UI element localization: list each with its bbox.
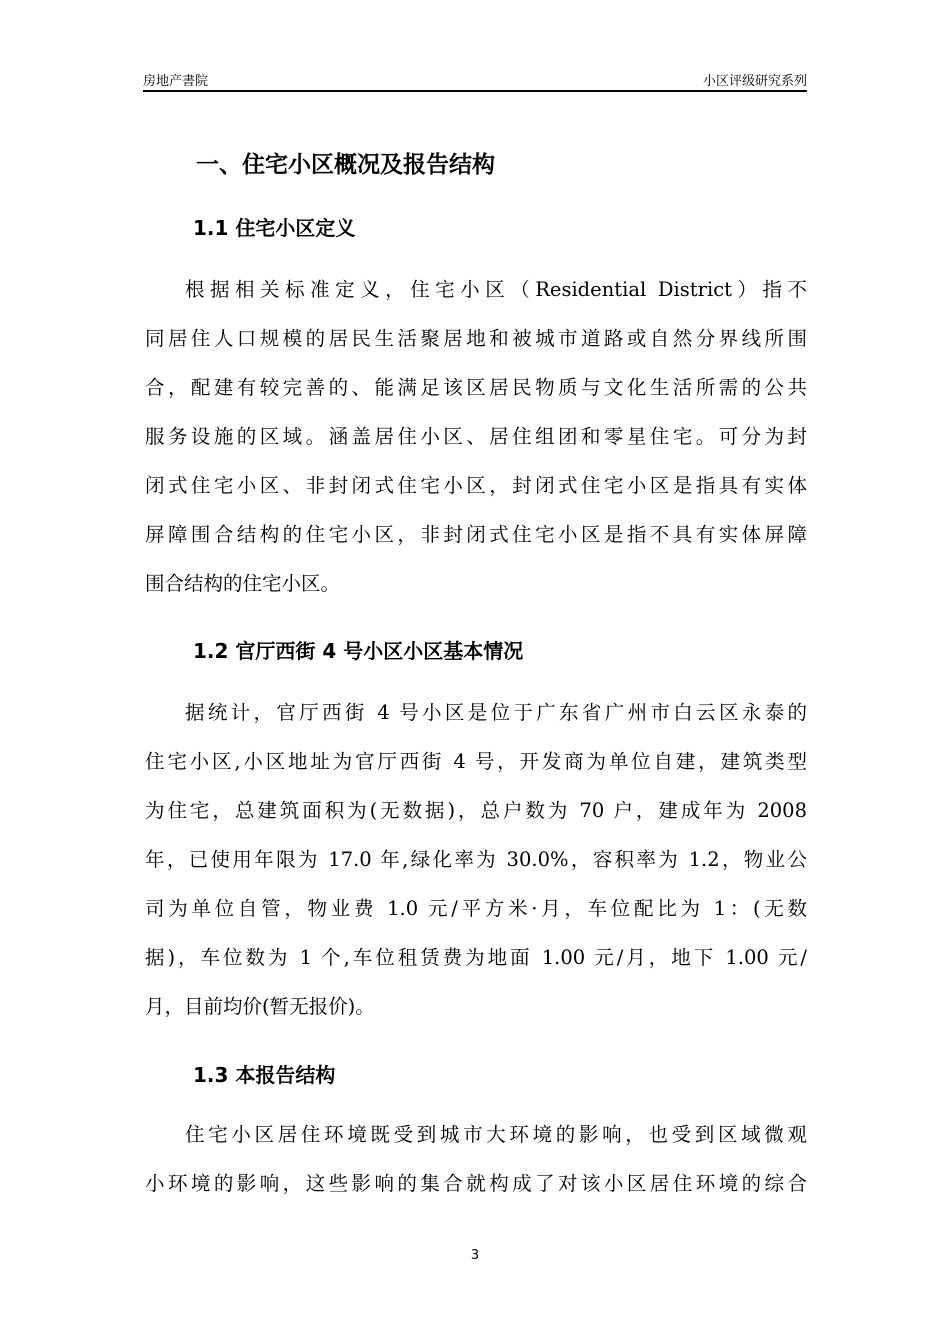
paragraph-line: 根据相关标准定义，住宅小区（Residential District）指不 — [185, 278, 807, 301]
paragraph-line: 年，已使用年限为 17.0 年,绿化率为 30.0%，容积率为 1.2，物业公 — [145, 848, 807, 871]
paragraph-report-structure — [145, 1110, 807, 1208]
paragraph-line: 屏障围合结构的住宅小区，非封闭式住宅小区是指不具有实体屏障 — [145, 523, 807, 546]
subsection-title-1-1: 1.1 住宅小区定义 — [193, 216, 356, 240]
page-header — [143, 66, 807, 92]
paragraph-line: 小环境的影响，这些影响的集合就构成了对该小区居住环境的综合 — [145, 1172, 807, 1195]
paragraph-line: 服务设施的区域。涵盖居住小区、居住组团和零星住宅。可分为封 — [145, 425, 807, 448]
paragraph-basic-info — [145, 688, 807, 1031]
subsection-title-1-3: 1.3 本报告结构 — [193, 1063, 336, 1087]
paragraph-line: 住宅小区居住环境既受到城市大环境的影响，也受到区域微观 — [185, 1123, 807, 1146]
paragraph-line: 据)，车位数为 1 个,车位租赁费为地面 1.00 元/月，地下 1.00 元/ — [145, 946, 807, 969]
header-series-title: 小区评级研究系列 — [702, 74, 807, 89]
paragraph-line: 闭式住宅小区、非封闭式住宅小区，封闭式住宅小区是指具有实体 — [145, 474, 807, 497]
subsection-title-1-2: 1.2 官厅西街 4 号小区小区基本情况 — [193, 639, 524, 663]
paragraph-line: 同居住人口规模的居民生活聚居地和被城市道路或自然分界线所围 — [145, 327, 807, 350]
header-publisher: 房地产書院 — [143, 74, 209, 89]
paragraph-line: 月，目前均价(暂无报价)。 — [145, 995, 375, 1018]
paragraph-line: 合，配建有较完善的、能满足该区居民物质与文化生活所需的公共 — [145, 376, 807, 399]
section-title: 一、住宅小区概况及报告结构 — [196, 152, 495, 178]
paragraph-definition — [145, 265, 807, 608]
page-number: 3 — [470, 1248, 480, 1263]
paragraph-line: 住宅小区,小区地址为官厅西街 4 号，开发商为单位自建，建筑类型 — [145, 750, 807, 773]
paragraph-line: 司为单位自管，物业费 1.0 元/平方米·月，车位配比为 1：(无数 — [145, 897, 807, 920]
paragraph-line: 围合结构的住宅小区。 — [145, 572, 341, 595]
paragraph-line: 为住宅，总建筑面积为(无数据)，总户数为 70 户，建成年为 2008 — [145, 799, 807, 822]
paragraph-line: 据统计，官厅西街 4 号小区是位于广东省广州市白云区永泰的 — [185, 701, 807, 724]
